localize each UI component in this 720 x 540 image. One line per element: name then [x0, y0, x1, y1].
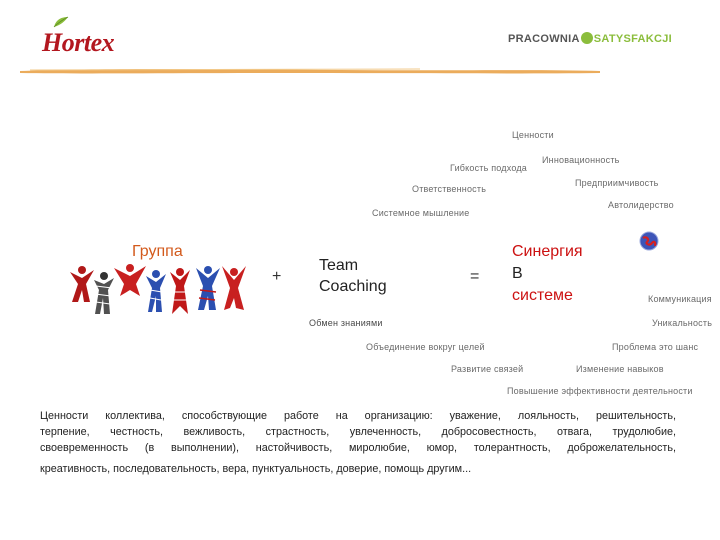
word-goal-unity: Объединение вокруг целей — [366, 342, 485, 352]
word-knowledge-exchange: Обмен знаниями — [309, 318, 383, 328]
leaf-icon — [52, 16, 70, 28]
word-problem-chance: Проблема это шанс — [612, 342, 699, 352]
person-icon — [94, 272, 114, 314]
word-skills-change: Изменение навыков — [576, 364, 664, 374]
smile-icon — [581, 32, 593, 44]
person-icon — [196, 266, 220, 310]
word-relations: Развитие связей — [451, 364, 524, 374]
word-flexibility: Гибкость подхода — [450, 163, 528, 173]
equals-sign: = — [470, 268, 480, 285]
person-icon — [114, 264, 146, 296]
word-enterprise: Предприимчивость — [575, 178, 659, 188]
word-innovation: Инновационность — [542, 155, 620, 165]
team-coaching-line-1: Team — [319, 257, 359, 274]
pracownia-satysfakcji-logo — [508, 32, 672, 45]
paragraph-line-1: Ценности коллектива, способствующие работе на организацию: уважение, лояльность, решительность, — [40, 410, 676, 422]
person-icon — [70, 266, 94, 302]
team-coaching-line-2: Coaching — [319, 278, 387, 295]
person-icon — [146, 270, 166, 312]
logo-word-right: SATYSFAKCJI — [593, 33, 673, 45]
synergy-line-2: В — [512, 265, 523, 282]
team-figures-illustration — [68, 262, 263, 322]
word-uniqueness: Уникальность — [652, 318, 713, 328]
plus-sign: + — [272, 268, 282, 285]
person-icon — [222, 266, 246, 310]
group-label: Группа — [132, 243, 183, 260]
team-coaching-label — [319, 255, 387, 297]
paragraph-line-3: своевременность (в выполнении), настойчивость, миролюбие, юмор, толерантность, доброжелательность, — [40, 442, 676, 454]
word-effectiveness: Повышение эффективности деятельности — [507, 386, 693, 396]
word-autoleadership: Автолидерство — [608, 200, 674, 210]
paragraph-line-2: терпение, честность, вежливость, страстность, увлеченность, добросовестность, отвага, трудолюбие, — [40, 426, 676, 438]
globe-icon — [638, 230, 660, 252]
hortex-logo-text: Hortex — [42, 28, 115, 57]
header-brush-divider — [20, 66, 600, 76]
word-communication: Коммуникация — [648, 294, 712, 304]
person-icon — [170, 268, 190, 314]
word-values: Ценности — [512, 130, 554, 140]
word-responsibility: Ответственность — [412, 184, 487, 194]
word-systems-thinking: Системное мышление — [372, 208, 470, 218]
synergy-line-1: Синергия — [512, 243, 583, 260]
synergy-line-3: системе — [512, 287, 573, 304]
values-paragraph — [40, 408, 676, 456]
paragraph-line-4: креативность, последовательность, вера, пунктуальность, доверие, помощь другим... — [40, 463, 472, 475]
logo-word-left: PRACOWNIA — [508, 33, 580, 45]
